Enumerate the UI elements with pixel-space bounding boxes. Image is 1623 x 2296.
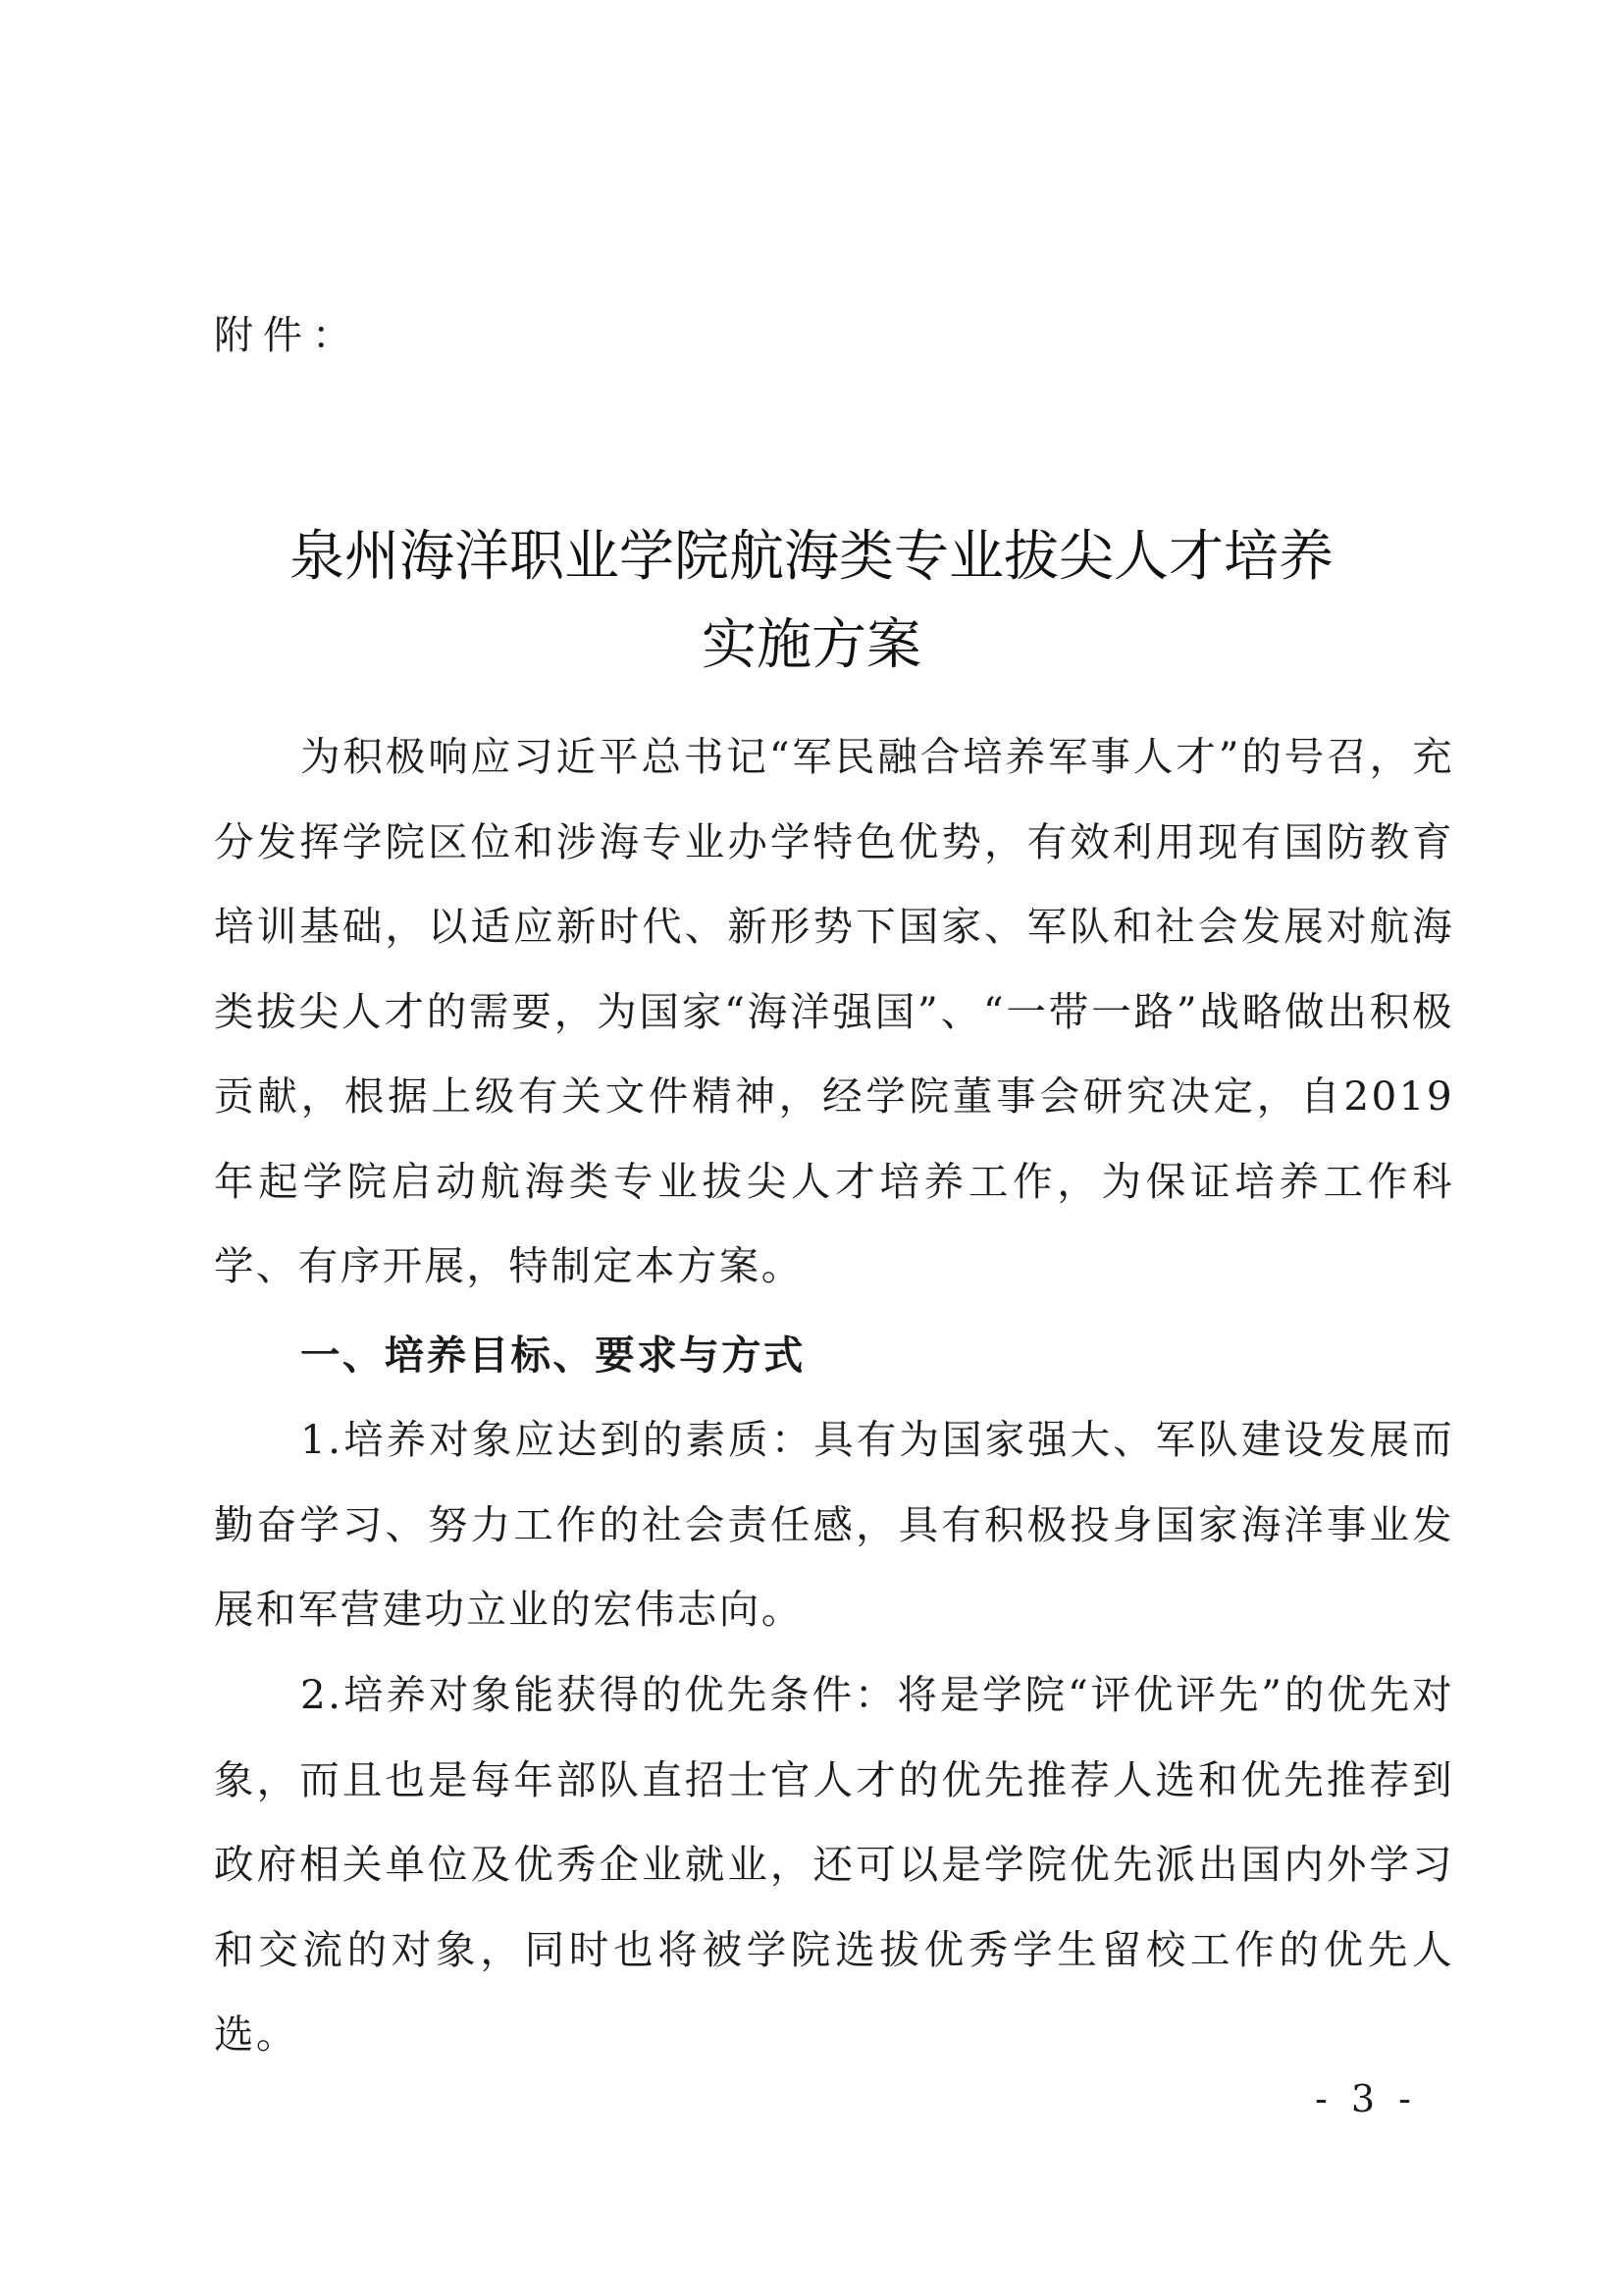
item-1-paragraph: 1.培养对象应达到的素质：具有为国家强大、军队建设发展而勤奋学习、努力工作的社会责任感，具有积极投身国家海洋事业发展和军营建功立业的宏伟志向。 xyxy=(214,1416,1454,1633)
attachment-label: 附件： xyxy=(214,313,361,358)
document-title-line-1: 泉州海洋职业学院航海类专业拔尖人才培养 xyxy=(289,524,1334,589)
section-heading-1: 一、培养目标、要求与方式 xyxy=(300,1331,806,1379)
page-number: - 3 - xyxy=(1315,2077,1418,2120)
item-2-paragraph: 2.培养对象能获得的优先条件：将是学院“评优评先”的优先对象，而且也是每年部队直招士官人才的优先推荐人选和优先推荐到政府相关单位及优秀企业就业，还可以是学院优先派出国内外学习和交流的对象，同时也将被学院选拔优秀学生留校工作的优先人选。 xyxy=(214,1671,1454,2058)
intro-paragraph: 为积极响应习近平总书记“军民融合培养军事人才”的号召，充分发挥学院区位和涉海专业办学特色优势，有效利用现有国防教育培训基础，以适应新时代、新形势下国家、军队和社会发展对航海类拔尖人才的需要，为国家“海洋强国”、“一带一路”战略做出积极贡献，根据上级有关文件精神，经学院董事会研究决定，自2019年起学院启动航海类专业拔尖人才培养工作，为保证培养工作科学、有序开展，特制定本方案。 xyxy=(214,733,1454,1289)
document-title-line-2: 实施方案 xyxy=(702,612,921,677)
